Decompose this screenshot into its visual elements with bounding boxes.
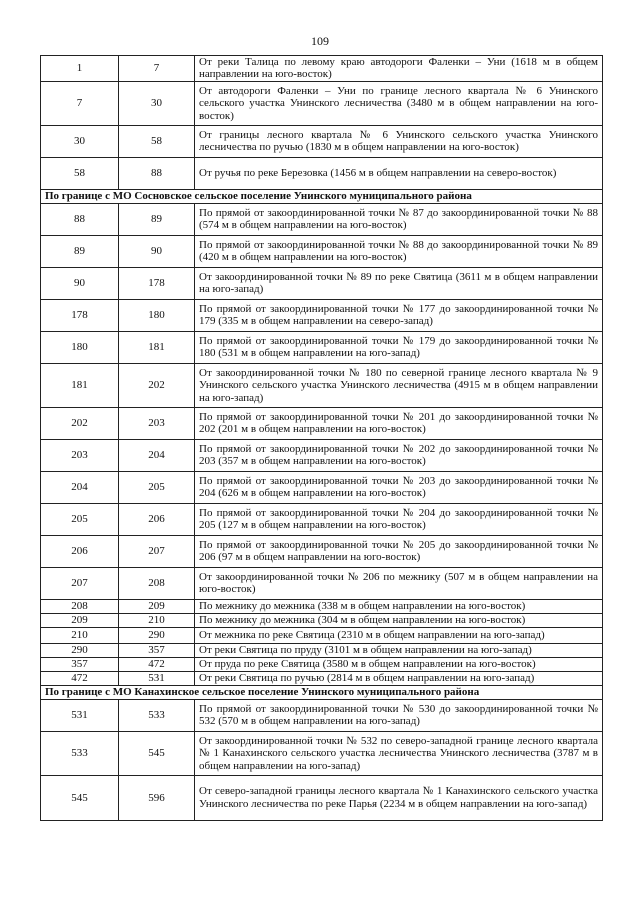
to-point-cell: 545: [119, 731, 195, 775]
table-row: [41, 407, 603, 439]
description-cell: По прямой от закоординированной точки № 179 до закоординированной точки № 180 (531 м в общем направлении на юго-запад): [195, 331, 603, 363]
description-cell: От закоординированной точки № 206 по межнику (507 м в общем направлении на юго-восток): [195, 567, 603, 599]
from-point-cell: 290: [41, 643, 119, 657]
to-point-cell: 209: [119, 599, 195, 613]
to-point-cell: 206: [119, 503, 195, 535]
from-point-cell: 357: [41, 657, 119, 671]
table-row: [41, 56, 603, 82]
to-point-cell: 472: [119, 657, 195, 671]
from-point-cell: 178: [41, 299, 119, 331]
table-row: [41, 731, 603, 775]
to-point-cell: 533: [119, 699, 195, 731]
to-point-cell: 204: [119, 439, 195, 471]
from-point-cell: 88: [41, 203, 119, 235]
description-cell: По прямой от закоординированной точки № 202 до закоординированной точки № 203 (357 м в общем направлении на юго-восток): [195, 439, 603, 471]
from-point-cell: 472: [41, 671, 119, 685]
table-row: [41, 267, 603, 299]
section-header: По границе с МО Сосновское сельское поселение Унинского муниципального района: [41, 189, 603, 203]
description-cell: От северо-западной границы лесного квартала № 1 Канахинского сельского участка Унинского лесничества по реке Парья (2234 м в общем направлении на юго-запад): [195, 775, 603, 820]
from-point-cell: 89: [41, 235, 119, 267]
description-cell: От закоординированной точки № 532 по северо-западной границе лесного квартала № 1 Канахинского сельского участка лесничества Унинского лесничества (3787 м в общем направлении на юго-запад): [195, 731, 603, 775]
table-row: [41, 471, 603, 503]
table-row: [41, 439, 603, 471]
to-point-cell: 205: [119, 471, 195, 503]
description-cell: По прямой от закоординированной точки № 203 до закоординированной точки № 204 (626 м в общем направлении на юго-восток): [195, 471, 603, 503]
from-point-cell: 531: [41, 699, 119, 731]
page-number: 109: [311, 34, 329, 48]
from-point-cell: 545: [41, 775, 119, 820]
from-point-cell: 58: [41, 157, 119, 189]
table-body: [41, 56, 603, 821]
to-point-cell: 90: [119, 235, 195, 267]
description-cell: По прямой от закоординированной точки № 177 до закоординированной точки № 179 (335 м в общем направлении на северо-запад): [195, 299, 603, 331]
from-point-cell: 208: [41, 599, 119, 613]
to-point-cell: 89: [119, 203, 195, 235]
table-row: [41, 657, 603, 671]
to-point-cell: 203: [119, 407, 195, 439]
description-cell: От пруда по реке Святица (3580 м в общем направлении на юго-восток): [195, 657, 603, 671]
to-point-cell: 7: [119, 56, 195, 82]
description-cell: По прямой от закоординированной точки № 87 до закоординированной точки № 88 (574 м в общем направлении на юго-восток): [195, 203, 603, 235]
to-point-cell: 202: [119, 363, 195, 407]
description-cell: По межнику до межника (304 м в общем направлении на юго-восток): [195, 613, 603, 627]
from-point-cell: 203: [41, 439, 119, 471]
table-row: [41, 331, 603, 363]
to-point-cell: 30: [119, 81, 195, 125]
to-point-cell: 290: [119, 627, 195, 643]
from-point-cell: 210: [41, 627, 119, 643]
from-point-cell: 1: [41, 56, 119, 82]
description-cell: От ручья по реке Березовка (1456 м в общем направлении на северо-восток): [195, 157, 603, 189]
table-row: [41, 775, 603, 820]
section-header: По границе с МО Канахинское сельское поселение Унинского муниципального района: [41, 685, 603, 699]
to-point-cell: 181: [119, 331, 195, 363]
from-point-cell: 7: [41, 81, 119, 125]
table-row: [41, 203, 603, 235]
table-row: [41, 643, 603, 657]
from-point-cell: 181: [41, 363, 119, 407]
description-cell: От реки Святица по ручью (2814 м в общем направлении на юго-запад): [195, 671, 603, 685]
from-point-cell: 205: [41, 503, 119, 535]
from-point-cell: 209: [41, 613, 119, 627]
description-cell: От закоординированной точки № 89 по реке Святица (3611 м в общем направлении на юго-запад): [195, 267, 603, 299]
from-point-cell: 204: [41, 471, 119, 503]
to-point-cell: 207: [119, 535, 195, 567]
table-row: [41, 599, 603, 613]
description-cell: По прямой от закоординированной точки № 88 до закоординированной точки № 89 (420 м в общем направлении на юго-восток): [195, 235, 603, 267]
description-cell: По прямой от закоординированной точки № 205 до закоординированной точки № 206 (97 м в общем направлении на юго-восток): [195, 535, 603, 567]
table-row: [41, 699, 603, 731]
table-row: [41, 535, 603, 567]
table-row: [41, 503, 603, 535]
to-point-cell: 357: [119, 643, 195, 657]
from-point-cell: 180: [41, 331, 119, 363]
table-row: [41, 613, 603, 627]
description-cell: От реки Святица по пруду (3101 м в общем направлении на юго-запад): [195, 643, 603, 657]
description-cell: От закоординированной точки № 180 по северной границе лесного квартала № 9 Унинского сельского участка Унинского лесничества (4915 м в общем направлении на юго-запад): [195, 363, 603, 407]
to-point-cell: 208: [119, 567, 195, 599]
table-row: [41, 125, 603, 157]
to-point-cell: 178: [119, 267, 195, 299]
table-row: [41, 363, 603, 407]
description-cell: От границы лесного квартала № 6 Унинского сельского участка Унинского лесничества по ручью (1830 м в общем направлении на юго-восток): [195, 125, 603, 157]
from-point-cell: 90: [41, 267, 119, 299]
description-cell: По прямой от закоординированной точки № 530 до закоординированной точки № 532 (570 м в общем направлении на юго-запад): [195, 699, 603, 731]
table-row: [41, 567, 603, 599]
from-point-cell: 206: [41, 535, 119, 567]
to-point-cell: 531: [119, 671, 195, 685]
table-row: [41, 671, 603, 685]
boundary-table: [40, 55, 603, 821]
to-point-cell: 58: [119, 125, 195, 157]
to-point-cell: 180: [119, 299, 195, 331]
from-point-cell: 202: [41, 407, 119, 439]
description-cell: По межнику до межника (338 м в общем направлении на юго-восток): [195, 599, 603, 613]
section-header-row: [41, 189, 603, 203]
section-header-row: [41, 685, 603, 699]
from-point-cell: 207: [41, 567, 119, 599]
to-point-cell: 596: [119, 775, 195, 820]
from-point-cell: 533: [41, 731, 119, 775]
table-row: [41, 157, 603, 189]
from-point-cell: 30: [41, 125, 119, 157]
description-cell: От автодороги Фаленки – Уни по границе лесного квартала № 6 Унинского сельского участка Унинского лесничества (3480 м в общем направлении на юго-восток): [195, 81, 603, 125]
table-row: [41, 299, 603, 331]
description-cell: По прямой от закоординированной точки № 204 до закоординированной точки № 205 (127 м в общем направлении на юго-восток): [195, 503, 603, 535]
table-row: [41, 81, 603, 125]
description-cell: От реки Талица по левому краю автодороги Фаленки – Уни (1618 м в общем направлении на юго-восток): [195, 56, 603, 82]
table-row: [41, 235, 603, 267]
to-point-cell: 210: [119, 613, 195, 627]
table-row: [41, 627, 603, 643]
description-cell: От межника по реке Святица (2310 м в общем направлении на юго-запад): [195, 627, 603, 643]
to-point-cell: 88: [119, 157, 195, 189]
description-cell: По прямой от закоординированной точки № 201 до закоординированной точки № 202 (201 м в общем направлении на юго-восток): [195, 407, 603, 439]
